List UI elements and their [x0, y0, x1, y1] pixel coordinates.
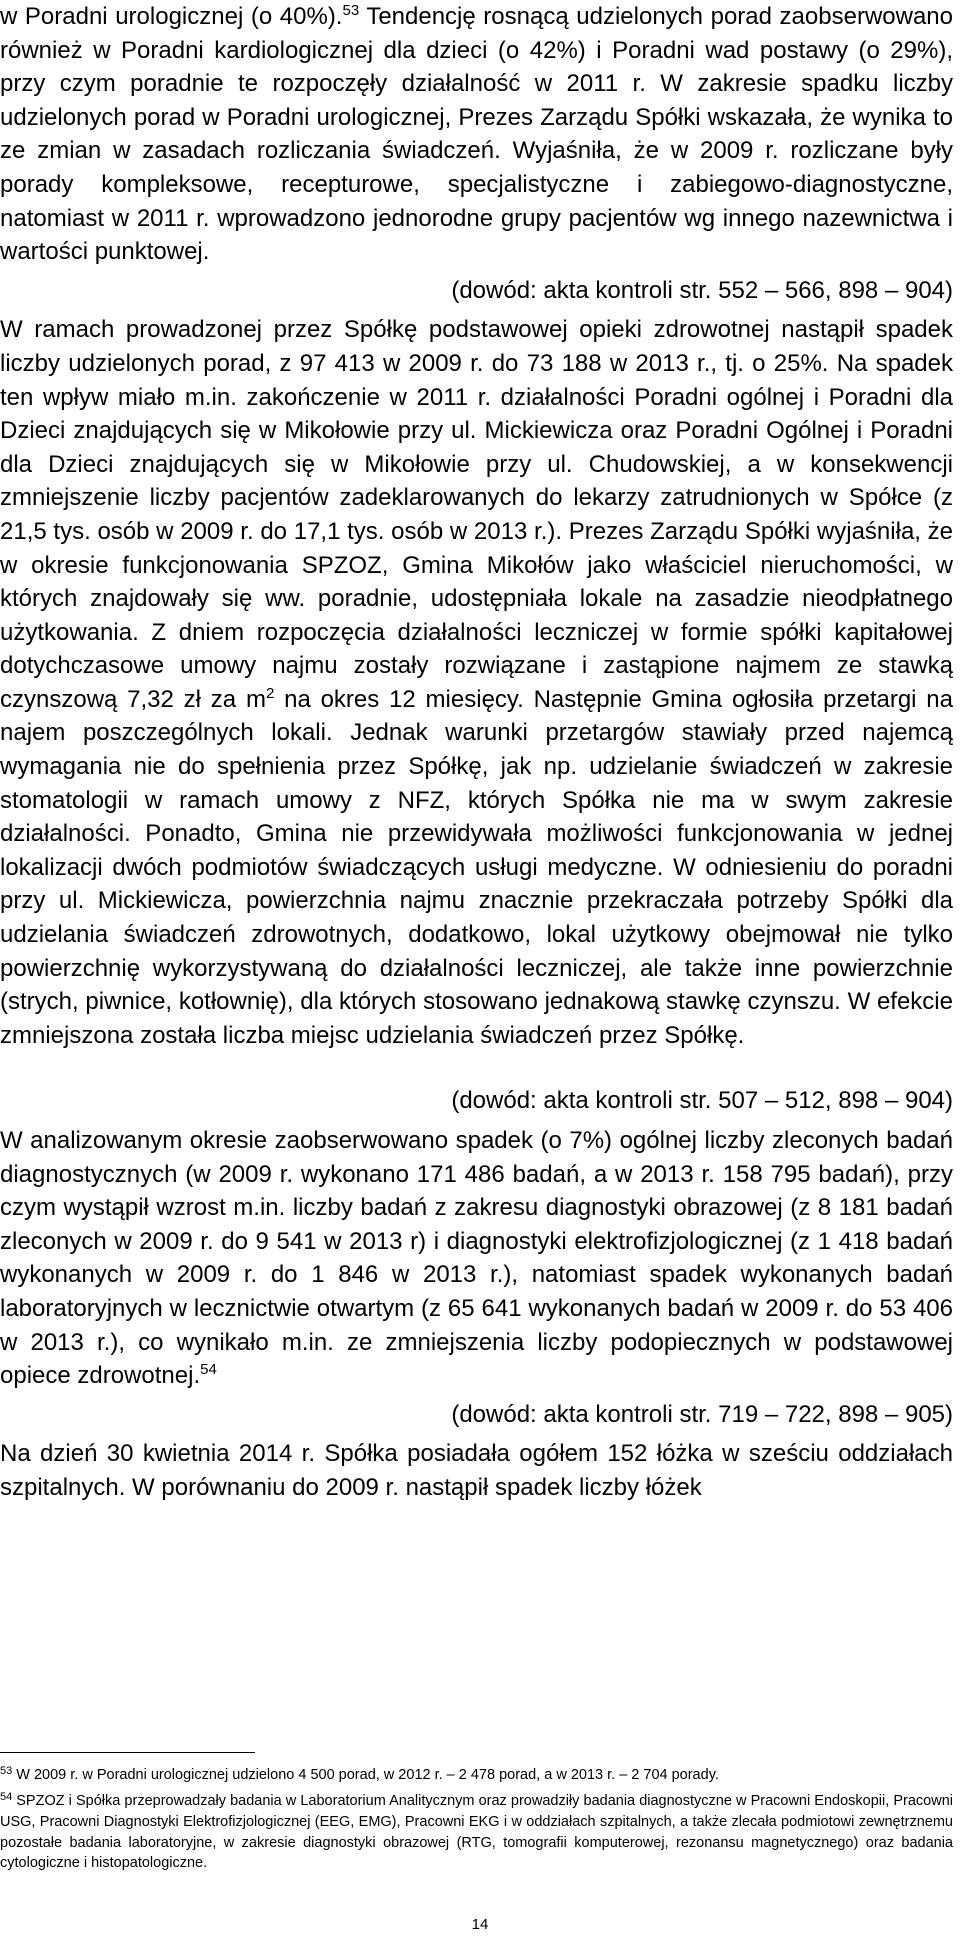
evidence-source-3: (dowód: akta kontroli str. 719 – 722, 898 – 905) — [451, 1400, 953, 1428]
footnote-divider — [0, 1752, 255, 1753]
paragraph-text: W analizowanym okresie zaobserwowano spadek (o 7%) ogólnej liczby zleconych badań diagnostycznych (w 2009 r. wykonano 171 486 badań, a w 2013 r. 158 795 badań), przy czym wystąpił wzrost m.in. liczby badań z zakresu diagnostyki obrazowej (z 8 181 badań zleconych w 2009 r. do 9 541 w 2013 r) i diagnostyki elektrofizjologicznej (z 1 418 badań wykonanych w 2009 r. do 1 846 w 2013 r.), natomiast spadek wykonanych badań laboratoryjnych w lecznictwie otwartym (z 65 641 wykonanych badań w 2009 r. do 53 406 w 2013 r.), co wynikało m.in. ze zmniejszenia liczby podopiecznych w podstawowej opiece zdrowotnej. — [0, 1127, 953, 1390]
footnote-number: 53 — [0, 1765, 13, 1777]
page-number: 14 — [471, 1916, 489, 1933]
footnote-ref-54[interactable]: 54 — [200, 1361, 217, 1379]
paragraph-text: Tendencję rosnącą udzielonych porad zaobserwowano również w Poradni kardiologicznej dla dzieci (o 42%) i Poradni wad postawy (o 29%), przy czym poradnie te rozpoczęły działalność w 2011 r. W zakresie spadku liczby udzielonych porad w Poradni urologicznej, Prezes Zarządu Spółki wskazała, że wynika to ze zmian w zasadach rozliczania świadczeń. Wyjaśniła, że w 2009 r. rozliczane były porady kompleksowe, recepturowe, specjalistyczne i zabiegowo-diagnostyczne, natomiast w 2011 r. wprowadzono jednorodne grupy pacjentów wg innego nazewnictwa i wartości punktowej. — [0, 3, 953, 266]
paragraph-text: na okres 12 miesięcy. Następnie Gmina ogłosiła przetargi na najem poszczególnych lokali. Jednak warunki przetargów stawiały przed najemcą wymagania nie do spełnienia przez Spółkę, jak np. udzielanie świadczeń w zakresie stomatologii w ramach umowy z NFZ, których Spółka nie ma w swym zakresie działalności. Ponadto, Gmina nie przewidywała możliwości funkcjonowania w jednej lokalizacji dwóch podmiotów świadczących usługi medyczne. W odniesieniu do poradni przy ul. Mickiewicza, powierzchnia najmu znacznie przekraczała potrzeby Spółki dla udzielania świadczeń zdrowotnych, dodatkowo, lokal użytkowy obejmował nie tylko powierzchnię wykorzystywaną do działalności leczniczej, ale także inne powierzchnie (strych, piwnice, kotłownię), dla których stosowano jednakową stawkę czynszu. W efekcie zmniejszona została liczba miejsc udzielania świadczeń przez Spółkę. — [0, 685, 953, 1049]
paragraph-text: W ramach prowadzonej przez Spółkę podstawowej opieki zdrowotnej nastąpił spadek liczby udzielonych porad, z 97 413 w 2009 r. do 73 188 w 2013 r., tj. o 25%. Na spadek ten wpływ miało m.in. zakończenie w 2011 r. działalności Poradni ogólnej i Poradni dla Dzieci znajdujących się w Mikołowie przy ul. Mickiewicza oraz Poradni Ogólnej i Poradni dla Dzieci znajdujących się w Mikołowie przy ul. Chudowskiej, a w konsekwencji zmniejszenie liczby pacjentów zadeklarowanych do lekarzy zatrudnionych w Spółce (z 21,5 tys. osób w 2009 r. do 17,1 tys. osób w 2013 r.). Prezes Zarządu Spółki wyjaśniła, że w okresie funkcjonowania SPZOZ, Gmina Mikołów jako właściciel nieruchomości, w których znajdowały się ww. poradnie, udostępniała lokale na zasadzie nieodpłatnego użytkowania. Z dniem rozpoczęcia działalności leczniczej w formie spółki kapitałowej dotychczasowe umowy najmu zostały rozwiązane i zastąpione najmem ze stawką czynszową 7,32 zł za m — [0, 316, 953, 713]
evidence-source-2: (dowód: akta kontroli str. 507 – 512, 898 – 904) — [451, 1087, 953, 1115]
footnotes — [0, 1765, 953, 1878]
paragraph-p3 — [0, 1124, 953, 1393]
footnote-text: SPZOZ i Spółka przeprowadzały badania w Laboratorium Analitycznym oraz prowadziły badania diagnostyczne w Pracowni Endoskopii, Pracowni USG, Pracowni Diagnostyki Elektrofizjologicznej (EEG, EMG), Pracowni EKG i w oddziałach szpitalnych, a także zlecała podmiotowi zewnętrznemu pozostałe badania laboratoryjne, w zakresie diagnostyki obrazowej (RTG, tomografii komputerowej, rezonansu magnetycznego) oraz badania cytologiczne i histopatologiczne. — [0, 1792, 953, 1872]
evidence-source-1: (dowód: akta kontroli str. 552 – 566, 898 – 904) — [451, 276, 953, 304]
footnote-text: W 2009 r. w Poradni urologicznej udzielono 4 500 porad, w 2012 r. – 2 478 porad, a w 2013 r. – 2 704 porady. — [16, 1767, 719, 1783]
superscript-2: 2 — [265, 684, 275, 702]
footnote-54 — [0, 1791, 953, 1874]
footnote-number: 54 — [0, 1790, 13, 1803]
paragraph-text: w Poradni urologicznej (o 40%). — [0, 3, 343, 30]
paragraph-p4: Na dzień 30 kwietnia 2014 r. Spółka posiadała ogółem 152 łóżka w sześciu oddziałach szpitalnych. W porównaniu do 2009 r. nastąpił spadek liczby łóżek — [0, 1440, 953, 1501]
footnote-ref-53[interactable]: 53 — [342, 2, 360, 19]
paragraph-p1 — [0, 0, 953, 269]
footnote-53 — [0, 1765, 953, 1787]
paragraph-p2 — [0, 313, 953, 1052]
